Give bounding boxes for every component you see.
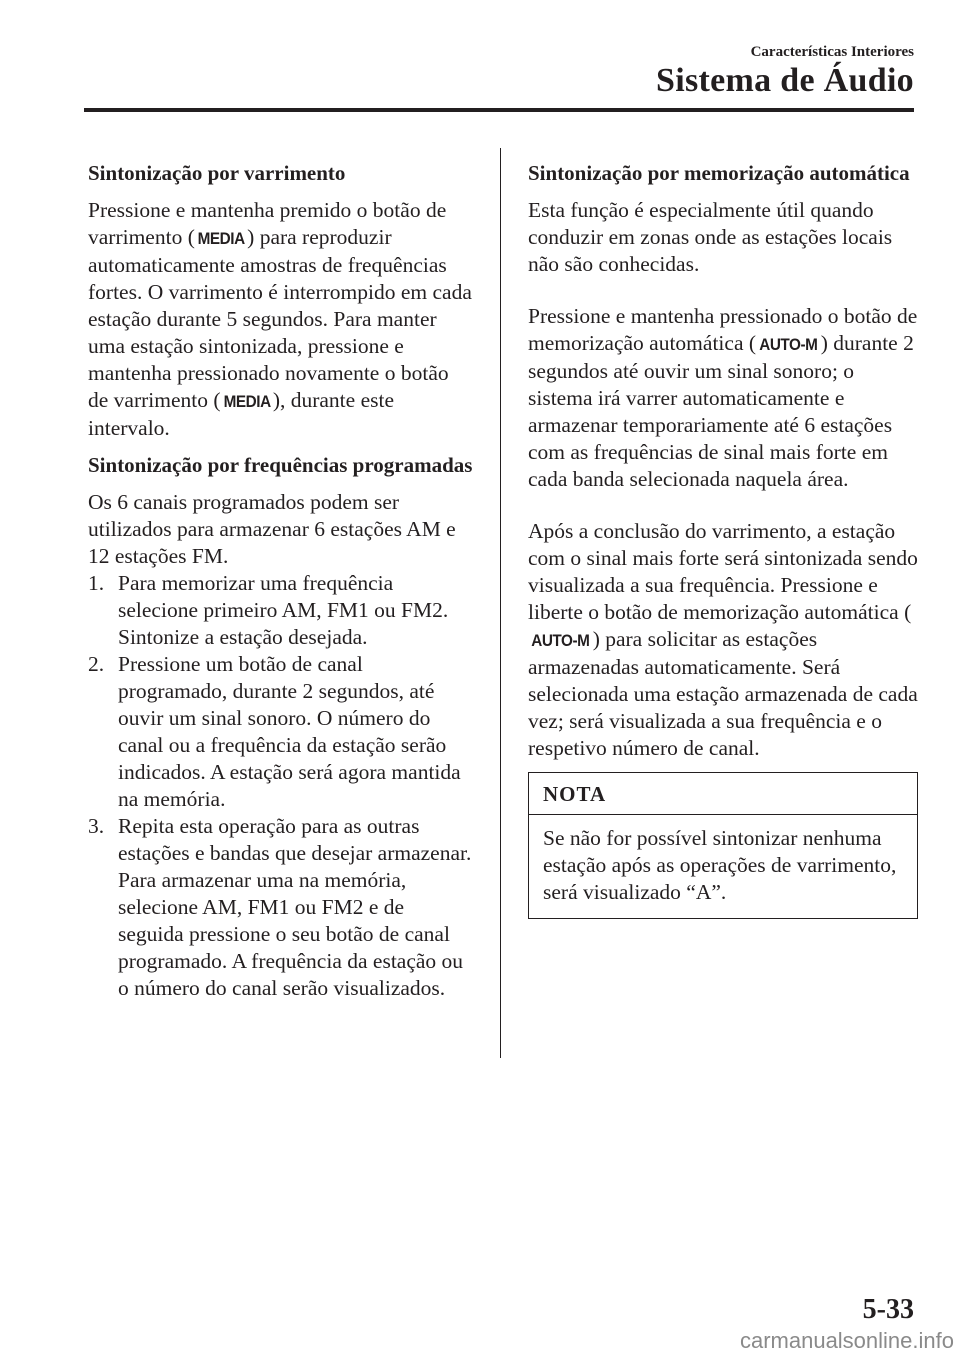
paragraph-scan: Pressione e mantenha premido o botão de varrimento ( MEDIA ) para reproduzir automaticamente amostras de frequências fortes. O varrimento é interrompido em cada estação durante 5 segundos. Para manter uma estação sintonizada, pressione e mantenha pressionado novamente o botão de varrimento ( MEDIA ), durante este intervalo. [88, 198, 472, 440]
paragraph-preset: Os 6 canais programados podem ser utilizados para armazenar 6 estações AM e 12 estações FM. [88, 490, 456, 568]
auto-m-button-icon: AUTO-M [759, 335, 818, 354]
watermark: carmanualsonline.info [739, 1328, 954, 1353]
page-title: Sistema de Áudio [656, 62, 914, 99]
heading-auto-memory: Sintonização por memorização automática [528, 161, 910, 185]
column-divider [500, 148, 501, 1058]
steps-list [88, 570, 474, 1002]
list-item: 3. Repita esta operação para as outras estações e bandas que desejar armazenar. Para armazenar uma na memória, selecione AM, FM1 ou FM2 e de seguida pressione o seu botão de canal programado. A frequência da estação ou o número do canal serão visualizados. [88, 814, 472, 1000]
note-text: Se não for possível sintonizar nenhuma estação após as operações de varrimento, será visualizado “A”. [543, 826, 897, 904]
header-rule [84, 108, 914, 112]
page-number: 5-33 [862, 1294, 914, 1325]
left-column [88, 160, 474, 1002]
heading-scan-tuning: Sintonização por varrimento [88, 161, 346, 185]
list-item: 1. Para memorizar uma frequência selecione primeiro AM, FM1 ou FM2. Sintonize a estação desejada. [88, 571, 449, 649]
right-column [528, 160, 918, 919]
media-button-icon: MEDIA [223, 392, 271, 411]
section-label: Características Interiores [750, 44, 914, 60]
heading-preset-tuning: Sintonização por frequências programadas [88, 453, 473, 477]
paragraph-auto-intro: Esta função é especialmente útil quando conduzir em zonas onde as estações locais não são conhecidas. [528, 198, 893, 276]
paragraph-auto-press: Pressione e mantenha pressionado o botão de memorização automática ( AUTO-M ) durante 2 segundos até ouvir um sinal sonoro; o sistema irá varrer automaticamente e armazenar temporariamente até 6 estações com as frequências de sinal mais forte em cada banda selecionada naquela área. [528, 304, 918, 491]
paragraph-auto-result: Após a conclusão do varrimento, a estação com o sinal mais forte será sintonizada sendo visualizada a sua frequência. Pressione e liberte o botão de memorização automática (AUTO-M ) para solicitar as estações armazenadas automaticamente. Será selecionada uma estação armazenada de cada vez; será visualizada a sua frequência e o respetivo número de canal. [528, 519, 918, 760]
list-item: 2. Pressione um botão de canal programado, durante 2 segundos, até ouvir um sinal sonoro. O número do canal ou a frequência da estação serão indicados. A estação será agora mantida na memória. [88, 652, 461, 811]
note-box [528, 772, 918, 919]
note-title: NOTA [529, 773, 917, 815]
auto-m-button-icon: AUTO-M [531, 631, 590, 650]
media-button-icon: MEDIA [197, 229, 245, 248]
